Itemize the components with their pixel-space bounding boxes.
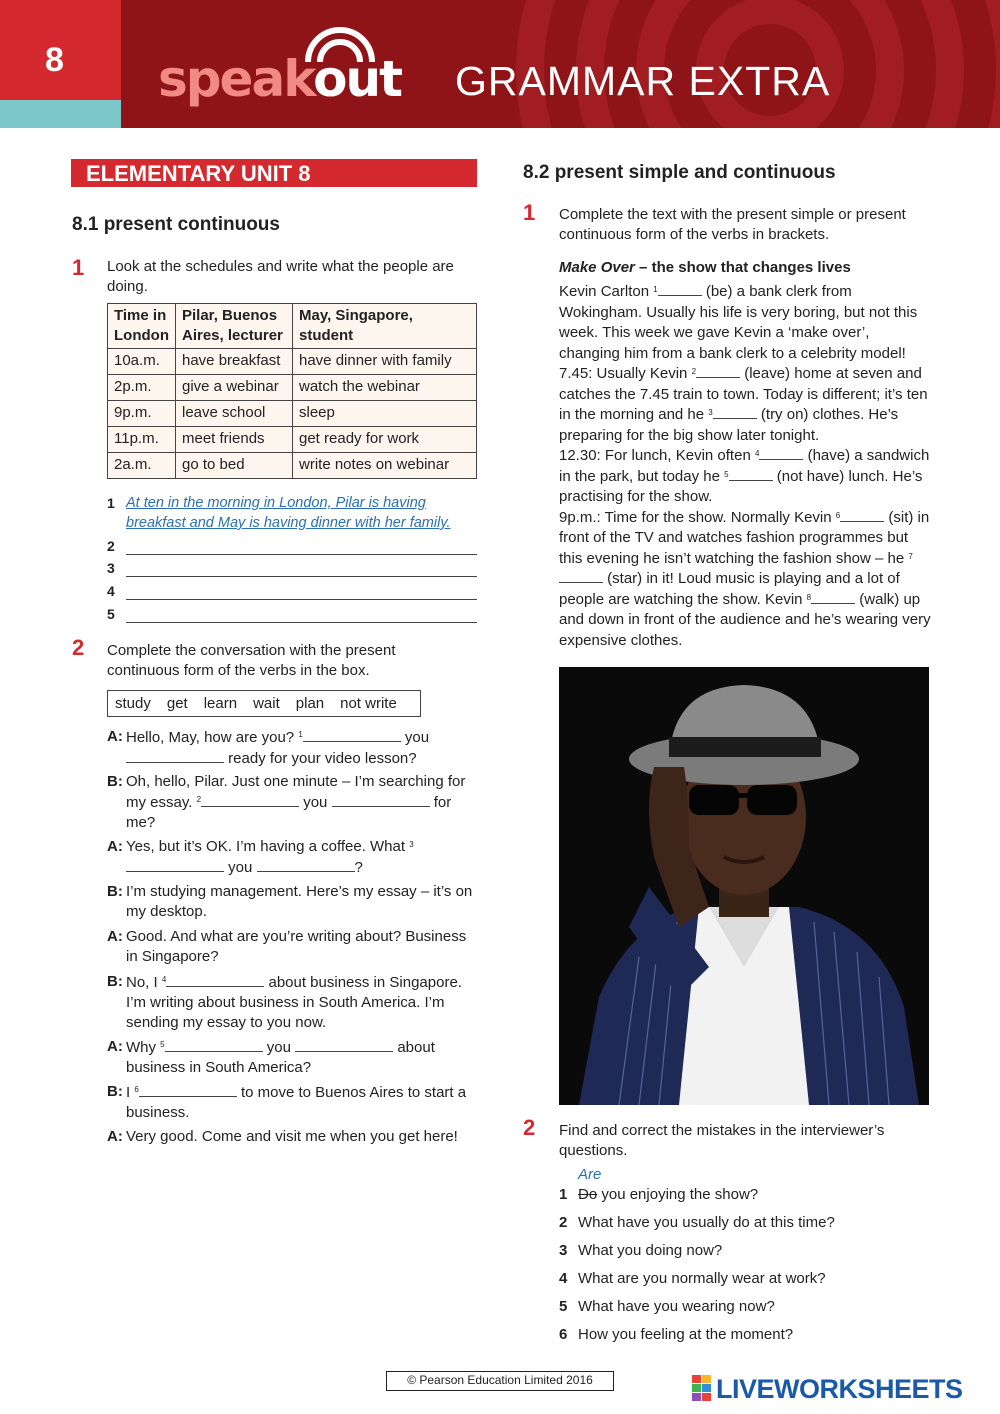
dialogue-segment: ? <box>354 859 363 876</box>
answer-gap[interactable] <box>729 467 773 481</box>
gap-number: 3 <box>409 840 414 849</box>
table-cell: go to bed <box>176 453 293 479</box>
gap-number: 1 <box>653 285 658 294</box>
reading-segment: (be) a bank clerk from Wokingham. Usually his life is very boring, but not this week. This week we gave Kevin a ‘make over’, changing him from a bank clerk to a celebrity model! <box>559 283 918 362</box>
dialogue-text <box>126 1082 479 1123</box>
unit-number: 8 <box>45 41 64 79</box>
correction-example: Are <box>578 1166 602 1183</box>
answer-gap[interactable] <box>332 792 430 807</box>
speaker-label: A: <box>107 838 123 855</box>
answer-gap[interactable] <box>165 1037 263 1052</box>
table-row <box>108 401 477 427</box>
schedule-table-body <box>108 349 477 479</box>
answer-gap[interactable] <box>303 727 401 742</box>
speaker-label: B: <box>107 973 123 990</box>
gap-number: 4 <box>754 449 760 458</box>
speaker-label: A: <box>107 928 123 945</box>
dialogue-text <box>126 972 479 1033</box>
word-box-item: learn <box>203 695 238 712</box>
dialogue-line <box>107 1037 479 1078</box>
reading-segment: (sit) in front of the TV and watches fashion programmes but this evening he isn’t watching the fashion show – he <box>559 508 930 567</box>
answer-gap[interactable] <box>759 446 803 460</box>
dialogue-text <box>126 1037 479 1078</box>
section-8-1-title: 8.1 present continuous <box>72 214 280 235</box>
exercise-2-instruction: Complete the conversation with the present continuous form of the verbs in the box. <box>107 642 396 679</box>
question-number: 3 <box>559 1242 568 1259</box>
logo-out: out <box>313 50 401 108</box>
question-text: How you feeling at the moment? <box>578 1326 794 1343</box>
table-row <box>108 349 477 375</box>
dialogue-segment: to move to Buenos Aires to start a business. <box>126 1084 467 1121</box>
table-cell: 11p.m. <box>108 427 176 453</box>
gap-number: 6 <box>835 510 841 520</box>
dialogue-segment: Good. And what are you’re writing about? Business in Singapore? <box>126 928 467 965</box>
table-cell: give a webinar <box>176 375 293 401</box>
gap-number: 7 <box>908 551 913 561</box>
word-box-item: not write <box>340 695 397 712</box>
dialogue-segment: you <box>299 794 332 811</box>
reading-segment: (leave) home at seven and catches the 7.45 train to town. Today is different; it’s ten in the morning and he <box>559 365 928 423</box>
unit-bar-label: ELEMENTARY UNIT 8 <box>86 161 311 186</box>
dialogue-segment: Very good. Come and visit me when you get here! <box>126 1128 458 1145</box>
dialogue-segment: Why <box>126 1039 161 1056</box>
liveworksheets-logo-icon <box>692 1375 712 1401</box>
answer-line[interactable] <box>126 599 477 600</box>
table-header-row <box>108 304 477 349</box>
photo-man-in-hat <box>559 667 929 1105</box>
reading-paragraph <box>559 364 931 446</box>
answer-line[interactable] <box>126 576 477 577</box>
header-title: GRAMMAR EXTRA <box>455 58 831 104</box>
dialogue-segment: No, I <box>126 974 162 991</box>
dialogue-segment: I’m studying management. Here’s my essay – it’s on my desktop. <box>126 883 473 920</box>
dialogue-text <box>126 927 479 967</box>
dialogue-segment: Yes, but it’s OK. I’m having a coffee. What <box>126 838 410 855</box>
exercise-2-number: 2 <box>72 635 85 660</box>
speaker-label: B: <box>107 773 123 790</box>
table-cell: have breakfast <box>176 349 293 375</box>
exercise-r1-number: 1 <box>523 200 536 225</box>
dialogue-segment: about business in Singapore. I’m writing about business in South America. I’m sending my essay to you now. <box>126 974 462 1031</box>
answer-number: 2 <box>107 538 115 554</box>
dialogue-line <box>107 727 479 769</box>
reading-paragraph <box>559 446 931 508</box>
table-cell: meet friends <box>176 427 293 453</box>
question-number: 2 <box>559 1214 568 1231</box>
question-text <box>578 1186 758 1203</box>
dialogue-segment: Hello, May, how are you? <box>126 729 299 746</box>
answer-gap[interactable] <box>713 405 757 419</box>
question-text: What are you normally wear at work? <box>578 1270 826 1287</box>
word-box-item: plan <box>295 695 325 712</box>
dialogue-segment: ready for your video lesson? <box>224 750 417 767</box>
question-number: 4 <box>559 1270 568 1287</box>
gap-number: 5 <box>160 1040 165 1049</box>
reading-segment: (try on) clothes. He’s preparing for the big show later tonight. <box>559 406 899 444</box>
table-row <box>108 375 477 401</box>
struck-word: Do <box>578 1186 598 1203</box>
speaker-label: A: <box>107 1128 123 1145</box>
answer-line[interactable] <box>126 554 477 555</box>
table-cell: leave school <box>176 401 293 427</box>
dialogue-line <box>107 972 479 1033</box>
answer-number: 1 <box>107 495 115 511</box>
gap-number: 4 <box>161 975 167 984</box>
answer-gap[interactable] <box>840 508 884 522</box>
table-row <box>108 427 477 453</box>
answer-gap[interactable] <box>126 748 224 763</box>
unit-bar <box>71 159 477 187</box>
question-number: 1 <box>559 1186 568 1203</box>
reading-segment: (have) a sandwich in the park, but today he <box>559 447 930 485</box>
dialogue-segment: about business in South America? <box>126 1039 435 1076</box>
copyright-box: © Pearson Education Limited 2016 <box>386 1371 614 1391</box>
word-box-item: study <box>115 695 151 712</box>
gap-number: 3 <box>708 408 713 417</box>
dialogue-text <box>126 727 479 769</box>
dialogue-text <box>126 1127 479 1147</box>
reading-segment: (not have) lunch. He’s practising for the show. <box>559 467 923 505</box>
gap-number: 8 <box>806 592 812 602</box>
gap-number: 1 <box>298 730 303 739</box>
table-cell: have dinner with family <box>293 349 477 375</box>
speaker-label: B: <box>107 1083 123 1100</box>
reading-paragraph <box>559 282 931 364</box>
reading-text <box>559 282 931 651</box>
exercise-1-instruction: Look at the schedules and write what the people are doing. <box>107 258 454 295</box>
logo-speak: speak <box>158 50 314 108</box>
answer-number: 5 <box>107 606 115 622</box>
table-cell: 10a.m. <box>108 349 176 375</box>
table-header: Pilar, Buenos Aires, lecturer <box>176 304 293 349</box>
table-cell: 2p.m. <box>108 375 176 401</box>
question-number: 5 <box>559 1298 568 1315</box>
gap-number: 5 <box>724 469 729 479</box>
question-rest: you enjoying the show? <box>597 1186 759 1203</box>
table-cell: write notes on webinar <box>293 453 477 479</box>
answer-line[interactable] <box>126 622 477 623</box>
dialogue-line <box>107 772 479 833</box>
example-answer: At ten in the morning in London, Pilar is having breakfast and May is having dinner with her family. <box>126 495 451 531</box>
answer-gap[interactable] <box>559 569 603 583</box>
gap-number: 6 <box>134 1085 139 1094</box>
show-title-rest: – the show that changes lives <box>634 259 851 276</box>
table-cell: 2a.m. <box>108 453 176 479</box>
reading-segment: Kevin Carlton <box>559 283 654 300</box>
speaker-label: B: <box>107 883 123 900</box>
table-cell: watch the webinar <box>293 375 477 401</box>
schedule-table <box>107 303 477 479</box>
exercise-1-number: 1 <box>72 255 85 280</box>
table-cell: get ready for work <box>293 427 477 453</box>
question-text: What you doing now? <box>578 1242 723 1259</box>
answer-gap[interactable] <box>811 590 855 604</box>
show-title-italic: Make Over <box>559 259 635 276</box>
exercise-r2-number: 2 <box>523 1115 536 1140</box>
answer-gap[interactable] <box>166 972 264 987</box>
answer-gap[interactable] <box>126 857 224 872</box>
dialogue-line <box>107 1082 479 1123</box>
reading-paragraph <box>559 508 931 652</box>
answer-number: 3 <box>107 560 115 576</box>
word-box-item: get <box>166 695 188 712</box>
answer-gap[interactable] <box>139 1082 237 1097</box>
dialogue-segment: I <box>126 1084 135 1101</box>
gap-number: 2 <box>196 795 202 804</box>
section-8-2-title: 8.2 present simple and continuous <box>523 162 836 183</box>
dialogue-segment: you <box>262 1039 296 1056</box>
question-number: 6 <box>559 1326 568 1343</box>
question-text: What have you wearing now? <box>578 1298 775 1315</box>
table-row <box>108 453 477 479</box>
dialogue-line <box>107 927 479 967</box>
answer-gap[interactable] <box>658 282 702 296</box>
speakout-logo <box>158 50 401 108</box>
reading-segment: (star) in it! Loud music is playing and a lot of people are watching the show. Kevin <box>559 570 900 608</box>
answer-number: 4 <box>107 583 115 599</box>
table-cell: 9p.m. <box>108 401 176 427</box>
dialogue-segment: Oh, hello, Pilar. Just one minute – I’m searching for my essay. <box>126 773 466 811</box>
answer-gap[interactable] <box>696 364 740 378</box>
dialogue-segment: you <box>224 859 257 876</box>
gap-number: 2 <box>691 367 697 376</box>
liveworksheets-brand: LIVEWORKSHEETS <box>716 1374 963 1404</box>
word-box-item: wait <box>253 695 280 712</box>
teal-strip <box>0 100 121 128</box>
answer-gap[interactable] <box>257 857 355 872</box>
dialogue-text <box>126 837 479 878</box>
reading-segment: 9p.m.: Time for the show. Normally Kevin <box>559 508 836 526</box>
question-text: What have you usually do at this time? <box>578 1214 835 1231</box>
exercise-r1-instruction: Complete the text with the present simple or present continuous form of the verbs in brackets. <box>559 206 906 243</box>
dialogue-segment: you <box>400 729 430 746</box>
table-header: May, Singapore, student <box>293 304 477 349</box>
table-cell: sleep <box>293 401 477 427</box>
speaker-label: A: <box>107 728 123 745</box>
dialogue-line <box>107 882 479 922</box>
dialogue-line <box>107 837 479 878</box>
reading-segment: 12.30: For lunch, Kevin often <box>559 447 755 464</box>
reading-segment: (walk) up and down in front of the audience and he’s wearing very expensive clothes. <box>559 590 931 649</box>
show-title <box>559 259 851 276</box>
dialogue-line <box>107 1127 479 1147</box>
exercise-r2-instruction: Find and correct the mistakes in the interviewer’s questions. <box>559 1122 885 1159</box>
table-header: Time in London <box>108 304 176 349</box>
answer-gap[interactable] <box>201 792 299 807</box>
word-box <box>107 690 421 717</box>
reading-segment: 7.45: Usually Kevin <box>559 365 692 382</box>
dialogue-text <box>126 772 479 833</box>
dialogue-text <box>126 882 479 922</box>
answer-gap[interactable] <box>295 1037 393 1052</box>
dialogue-segment: for me? <box>126 794 452 831</box>
photo-illustration <box>559 667 929 1105</box>
page-header <box>0 0 1000 128</box>
speaker-label: A: <box>107 1038 123 1055</box>
